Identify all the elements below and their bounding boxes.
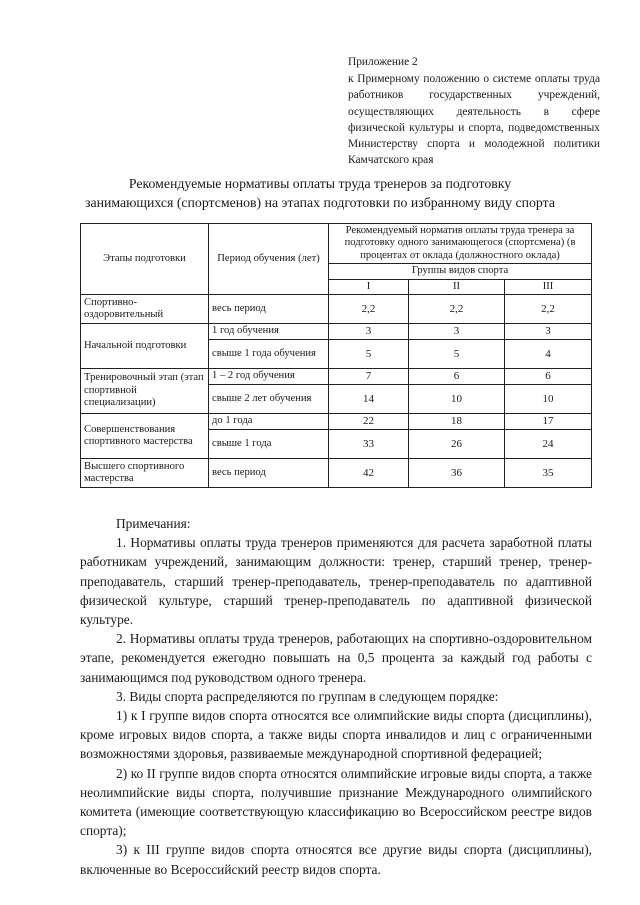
period-cell: свыше 1 года обучения [209, 340, 329, 369]
note-item: 2. Нормативы оплаты труда тренеров, работающих на спортивно-оздоровительном этапе, рекомендуется ежегодно повышать на 0,5 процента за каждый год работы с занимающимся под руководством одного тренера. [80, 631, 592, 685]
header-period: Период обучения (лет) [209, 224, 329, 295]
notes-heading: Примечания: [116, 516, 191, 531]
stage-cell: Спортивно-оздоровительный [81, 295, 209, 324]
value-cell: 26 [409, 430, 505, 459]
period-cell: до 1 года [209, 414, 329, 430]
stage-cell: Совершенствования спортивного мастерства [81, 414, 209, 459]
title-line-2: занимающихся (спортсменов) на этапах подготовки по избранному виду спорта [85, 195, 555, 210]
value-cell: 14 [329, 385, 409, 414]
value-cell: 24 [505, 430, 592, 459]
value-cell: 10 [409, 385, 505, 414]
value-cell: 42 [329, 459, 409, 488]
value-cell: 2,2 [505, 295, 592, 324]
period-cell: 1 – 2 год обучения [209, 369, 329, 385]
note-item: 3) к III группе видов спорта относятся все другие виды спорта (дисциплины), включенные во Всероссийский реестр видов спорта. [80, 842, 592, 877]
value-cell: 7 [329, 369, 409, 385]
header-groups: Группы видов спорта [329, 264, 592, 279]
period-cell: весь период [209, 459, 329, 488]
value-cell: 3 [329, 324, 409, 340]
value-cell: 3 [505, 324, 592, 340]
table-row [81, 324, 592, 340]
value-cell: 10 [505, 385, 592, 414]
value-cell: 5 [409, 340, 505, 369]
value-cell: 5 [329, 340, 409, 369]
value-cell: 22 [329, 414, 409, 430]
header-group-2: II [409, 279, 505, 294]
header-group-3: III [505, 279, 592, 294]
norms-table [80, 223, 592, 488]
value-cell: 4 [505, 340, 592, 369]
appendix-number: Приложение 2 [348, 56, 418, 68]
period-cell: 1 год обучения [209, 324, 329, 340]
appendix-text: к Примерному положению о системе оплаты труда работников государственных учреждений, осуществляющих деятельность в сфере физической культуры и спорта, подведомственных Министерству спорта и молодежной политики Камчатского края [348, 73, 600, 167]
table-row [81, 459, 592, 488]
period-cell: свыше 2 лет обучения [209, 385, 329, 414]
table-row [81, 369, 592, 385]
note-item: 3. Виды спорта распределяются по группам в следующем порядке: [116, 688, 499, 704]
value-cell: 6 [409, 369, 505, 385]
value-cell: 6 [505, 369, 592, 385]
note-item: 1. Нормативы оплаты труда тренеров применяются для расчета заработной платы работникам учреждений, занимающим должности: тренер, старший тренер, тренер-преподаватель, старший тренер-преподаватель, тренер-преподаватель по адаптивной физической культуре, старший тренер-преподаватель по адаптивной физической культуре. [80, 535, 592, 628]
document-title [40, 174, 600, 212]
period-cell: свыше 1 года [209, 430, 329, 459]
notes-section [80, 514, 592, 879]
header-stages: Этапы подготовки [81, 224, 209, 295]
value-cell: 2,2 [409, 295, 505, 324]
stage-cell: Начальной подготовки [81, 324, 209, 369]
value-cell: 17 [505, 414, 592, 430]
value-cell: 2,2 [329, 295, 409, 324]
value-cell: 35 [505, 459, 592, 488]
value-cell: 33 [329, 430, 409, 459]
note-item: 1) к I группе видов спорта относятся все олимпийские виды спорта (дисциплины), кроме игровых видов спорта, а также виды спорта инвалидов и лиц с ограниченными возможностями здоровья, развиваемые международной спортивной федерацией; [80, 708, 592, 762]
header-norm: Рекомендуемый норматив оплаты труда тренера за подготовку одного занимающегося (спортсмена) (в процентах от оклада (должностного оклада) [329, 224, 592, 264]
header-group-1: I [329, 279, 409, 294]
note-item: 2) ко II группе видов спорта относятся олимпийские игровые виды спорта, а также неолимпийские виды спорта, получившие признание Международного олимпийского комитета (имеющие соответствующую классификацию во Всероссийском реестре видов спорта); [80, 765, 592, 839]
appendix-block [348, 54, 600, 168]
value-cell: 18 [409, 414, 505, 430]
table-row [81, 295, 592, 324]
period-cell: весь период [209, 295, 329, 324]
value-cell: 3 [409, 324, 505, 340]
value-cell: 36 [409, 459, 505, 488]
title-line-1: Рекомендуемые нормативы оплаты труда тренеров за подготовку [128, 176, 512, 191]
stage-cell: Тренировочный этап (этап спортивной специализации) [81, 369, 209, 414]
stage-cell: Высшего спортивного мастерства [81, 459, 209, 488]
table-row [81, 414, 592, 430]
